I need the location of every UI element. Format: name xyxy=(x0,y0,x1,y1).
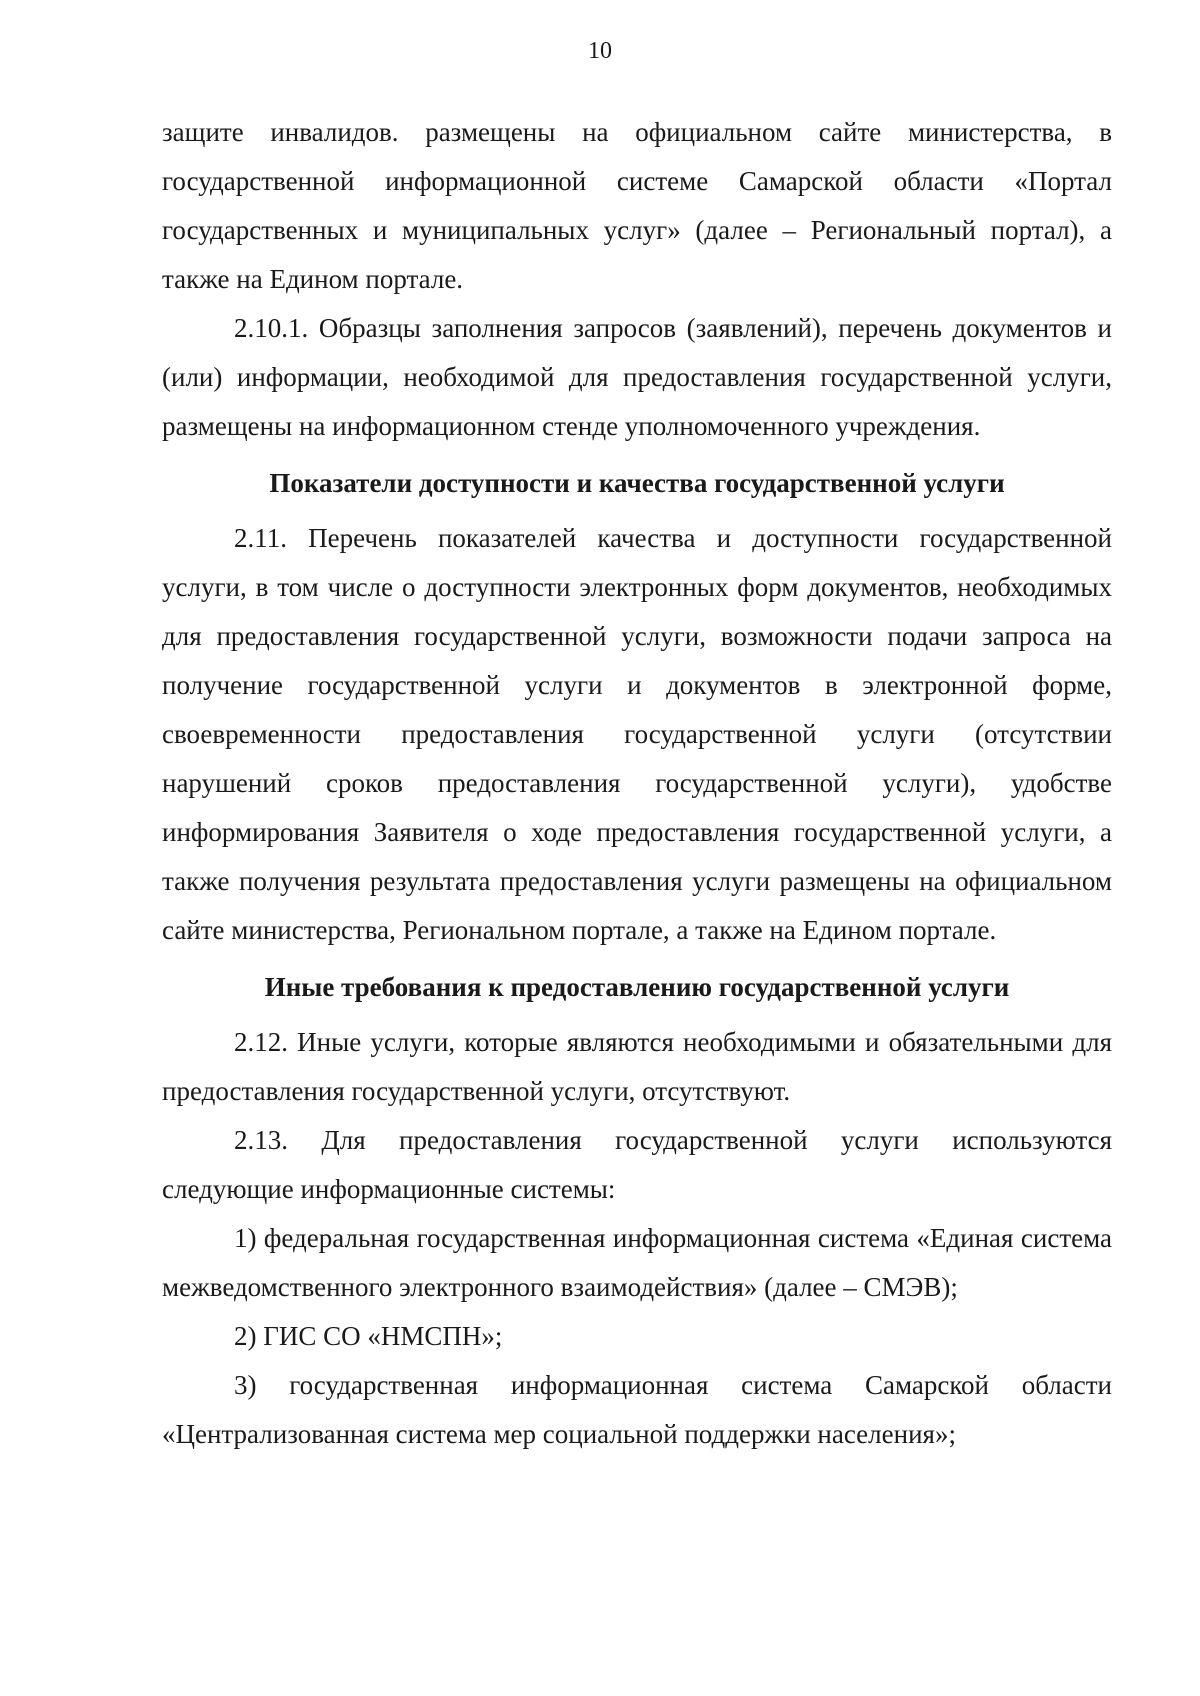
heading-other-requirements: Иные требования к предоставлению государственной услуги xyxy=(264,972,1010,1002)
list-item-1-smev: 1) федеральная государственная информационная система «Единая система межведомственного электронного взаимодействия» (далее – СМЭВ); xyxy=(162,1223,1112,1302)
list-item-3-central-system: 3) государственная информационная система Самарской области «Централизованная система мер социальной поддержки населения»; xyxy=(162,1370,1112,1449)
paragraph-2-13: 2.13. Для предоставления государственной услуги используются следующие информационные системы: xyxy=(162,1125,1112,1204)
paragraph-2-10-1: 2.10.1. Образцы заполнения запросов (заявлений), перечень документов и (или) информации, необходимой для предоставления государственной услуги, размещены на информационном стенде уполномоченного учреждения. xyxy=(162,313,1112,441)
page-number: 10 xyxy=(588,38,612,64)
list-item-2-gis-nmspn: 2) ГИС СО «НМСПН»; xyxy=(234,1321,503,1351)
document-body xyxy=(162,108,1112,1459)
heading-availability-quality: Показатели доступности и качества государственной услуги xyxy=(269,468,1005,498)
paragraph-disabled-persons-info: защите инвалидов. размещены на официальном сайте министерства, в государственной информационной системе Самарской области «Портал государственных и муниципальных услуг» (далее – Региональный портал), а также на Едином портале. xyxy=(162,117,1112,294)
paragraph-2-11: 2.11. Перечень показателей качества и доступности государственной услуги, в том числе о доступности электронных форм документов, необходимых для предоставления государственной услуги, возможности подачи запроса на получение государственной услуги и документов в электронной форме, своевременности предоставления государственной услуги (отсутствии нарушений сроков предоставления государственной услуги), удобстве информирования Заявителя о ходе предоставления государственной услуги, а также получения результата предоставления услуги размещены на официальном сайте министерства, Региональном портале, а также на Едином портале. xyxy=(162,523,1112,945)
paragraph-2-12: 2.12. Иные услуги, которые являются необходимыми и обязательными для предоставления государственной услуги, отсутствуют. xyxy=(162,1027,1112,1106)
